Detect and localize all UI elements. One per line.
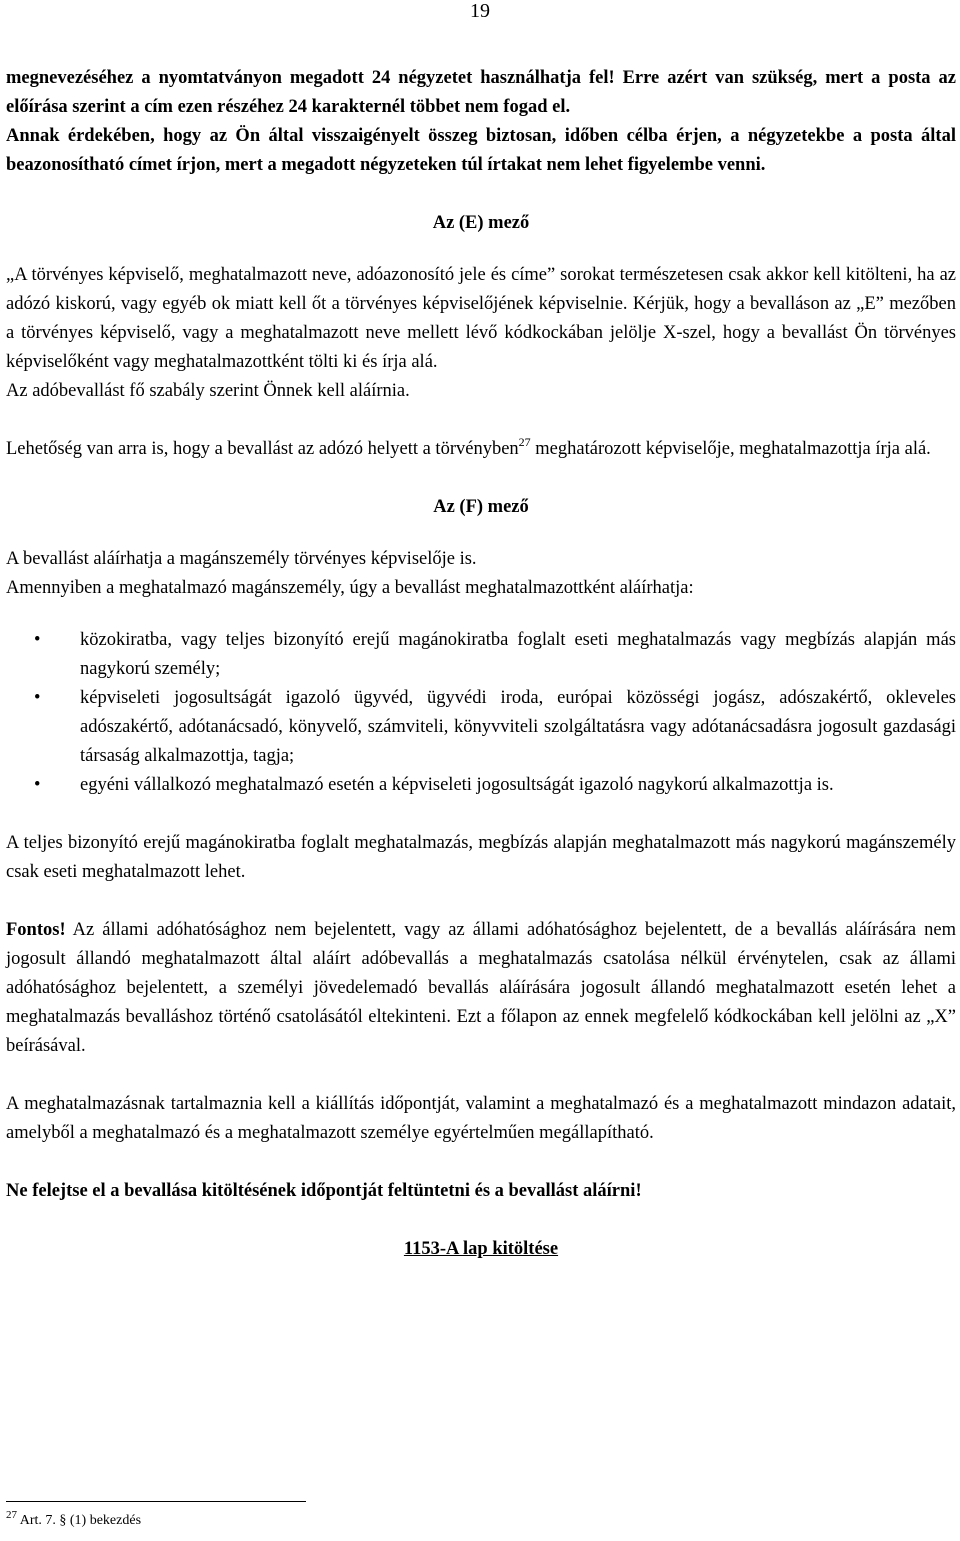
fontos-label: Fontos!: [6, 920, 66, 940]
list-item-text: képviseleti jogosultságát igazoló ügyvéd, ügyvédi iroda, európai közösségi jogász, adószakértő, okleveles adószakértő, adótanácsadó, könyvelő, számviteli, könyvviteli szolgáltatásra vagy adótanácsadásra jogosult gazdasági társaság alkalmazottja, tagja;: [80, 688, 956, 766]
footnote-ref-27: 27: [518, 435, 531, 449]
next-section-title: 1153-A lap kitöltése: [403, 1239, 559, 1259]
intro-paragraph-2: Annak érdekében, hogy az Ön által visszaigényelt összeg biztosan, időben célba érjen, a négyzetekbe a posta által beazonosítható címet írjon, mert a megadott négyzeteken túl írtakat nem lehet figyelembe venni.: [6, 126, 956, 175]
section-e-paragraph-3: [6, 435, 956, 464]
section-e-paragraph-3-before: Lehetőség van arra is, hogy a bevallást az adózó helyett a törvényben: [6, 439, 519, 459]
authorized-signers-list: [6, 626, 956, 800]
list-item-text: közokiratba, vagy teljes bizonyító erejű magánokiratba foglalt eseti meghatalmazás vagy megbízás alapján más nagykorú személy;: [80, 630, 956, 679]
section-f-paragraph-4: A meghatalmazásnak tartalmaznia kell a kiállítás időpontját, valamint a meghatalmazó és a meghatalmazott mindazon adatait, amelyből a meghatalmazó és a meghatalmazott személye egyértelműen megállapítható.: [6, 1094, 956, 1143]
section-e-paragraph-3-after: meghatározott képviselője, meghatalmazottja írja alá.: [530, 439, 931, 459]
section-e-paragraph-2: Az adóbevallást fő szabály szerint Önnek kell aláírnia.: [6, 381, 410, 401]
bullet-icon: •: [34, 775, 41, 795]
section-f-paragraph-3: A teljes bizonyító erejű magánokiratba foglalt meghatalmazás, megbízás alapján meghatalmazott más nagykorú magánszemély csak eseti meghatalmazott lehet.: [6, 833, 956, 882]
document-body: [6, 64, 956, 1264]
section-f-paragraph-1: A bevallást aláírhatja a magánszemély törvényes képviselője is.: [6, 549, 477, 569]
page-number: 19: [470, 0, 490, 22]
footnote-divider: [6, 1501, 306, 1502]
section-f-heading: Az (F) mező: [433, 497, 529, 517]
fontos-paragraph: [6, 916, 956, 1061]
footnote-text: Art. 7. § (1) bekezdés: [17, 1513, 142, 1528]
intro-paragraph-1: megnevezéséhez a nyomtatványon megadott 24 négyzetet használhatja fel! Erre azért van szükség, mert a posta az előírása szerint a cím ezen részéhez 24 karakternél többet nem fogad el.: [6, 68, 956, 117]
bullet-icon: •: [34, 630, 41, 650]
list-item-text: egyéni vállalkozó meghatalmazó esetén a képviseleti jogosultságát igazoló nagykorú alkalmazottja is.: [80, 775, 834, 795]
fontos-text: Az állami adóhatósághoz nem bejelentett, vagy az állami adóhatósághoz bejelentett, de a bevallás aláírására nem jogosult állandó meghatalmazott által aláírt adóbevallás a meghatalmazás csatolása nélkül érvénytelen, csak az állami adóhatósághoz bejelentett, a személyi jövedelemadó bevallás aláírására jogosult állandó meghatalmazott esetén lehet a meghatalmazás bevalláshoz történő csatolásától eltekinteni. Ezt a főlapon az ennek megfelelő kódkockában kell jelölni az „X” beírásával.: [6, 920, 956, 1056]
section-e-heading: Az (E) mező: [432, 213, 530, 233]
footnote-number: 27: [6, 1509, 17, 1521]
section-f-paragraph-2: Amennyiben a meghatalmazó magánszemély, úgy a bevallást meghatalmazottként aláírhatja:: [6, 578, 694, 598]
list-item: [6, 626, 956, 684]
list-item: [6, 684, 956, 771]
section-e-paragraph-1: „A törvényes képviselő, meghatalmazott neve, adóazonosító jele és címe” sorokat természetesen csak akkor kell kitölteni, ha az adózó kiskorú, vagy egyéb ok miatt kell őt a törvényes képviselőjének képviselnie. Kérjük, hogy a bevalláson az „E” mezőben a törvényes képviselő, vagy a meghatalmazott neve mellett lévő kódkockában jelölje X-szel, hogy a bevallást Ön törvényes képviselőként vagy meghatalmazottként tölti ki és írja alá.: [6, 265, 956, 372]
list-item: [6, 771, 956, 800]
reminder-paragraph: Ne felejtse el a bevallása kitöltésének időpontját feltüntetni és a bevallást aláírni!: [6, 1181, 642, 1201]
footnote: [6, 1509, 142, 1530]
bullet-icon: •: [34, 688, 41, 708]
